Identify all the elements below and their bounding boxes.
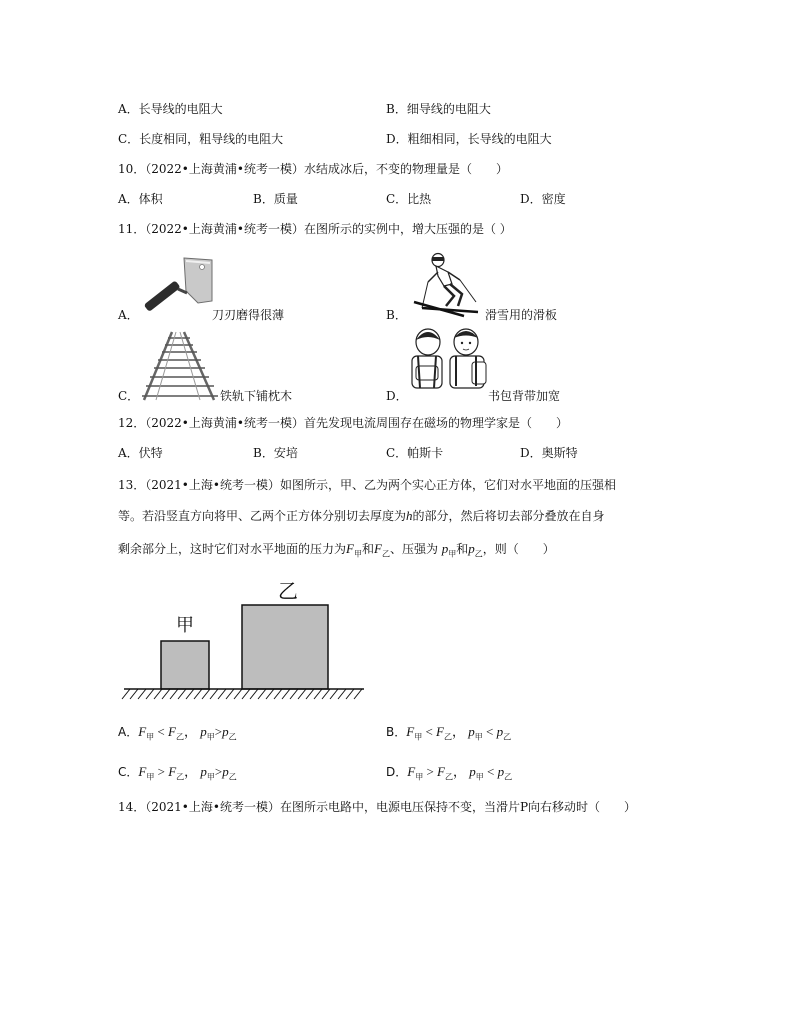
q12-option-a[interactable]: A．伏特 — [118, 446, 163, 460]
hatch-mark — [274, 689, 282, 699]
hatch-mark — [170, 689, 178, 699]
q9-option-b[interactable]: B．细导线的电阻大 — [386, 102, 491, 116]
q9-option-a[interactable]: A．长导线的电阻大 — [118, 102, 223, 116]
hatch-mark — [218, 689, 226, 699]
hatch-mark — [258, 689, 266, 699]
skier-icon — [408, 250, 484, 322]
q12-option-b[interactable]: B．安培 — [253, 446, 298, 460]
hatch-mark — [186, 689, 194, 699]
q10-stem: 10．（2022•上海黄浦•统考一模）水结成冰后，不变的物理量是（ ） — [118, 162, 508, 176]
hatch-mark — [314, 689, 322, 699]
backpack-children-icon — [406, 326, 490, 396]
q13-option-c[interactable]: C．$F_甲 > F_乙$， $p_甲>p_乙$ — [118, 764, 237, 782]
hatch-mark — [346, 689, 354, 699]
hatch-mark — [210, 689, 218, 699]
q12-stem: 12．（2022•上海黄浦•统考一模）首先发现电流周围存在磁场的物理学家是（ ） — [118, 416, 568, 430]
q14-stem: 14．（2021•上海•统考一模）在图所示电路中，电源电压保持不变，当滑片P向右移动时（ ） — [118, 800, 637, 814]
hatch-mark — [242, 689, 250, 699]
hatch-mark — [330, 689, 338, 699]
hatch-mark — [202, 689, 210, 699]
q11-option-c-caption: 铁轨下铺枕木 — [220, 389, 293, 403]
q11-option-c-letter[interactable]: C． — [118, 389, 140, 403]
q12-option-d[interactable]: D．奥斯特 — [520, 446, 578, 460]
q10-option-c[interactable]: C．比热 — [386, 192, 432, 206]
hatch-mark — [178, 689, 186, 699]
q9-option-c[interactable]: C．长度相同，粗导线的电阻大 — [118, 132, 284, 146]
q13-option-a[interactable]: A．$F_甲 < F_乙$， $p_甲>p_乙$ — [118, 724, 237, 742]
q13-stem-line3: 剩余部分上，这时它们对水平地面的压力为$F_甲$和$F_乙$、压强为 $p_甲$和$p_乙$，则（ ） — [118, 541, 555, 559]
q13-option-d[interactable]: D．$F_甲 > F_乙$， $p_甲 < p_乙$ — [386, 764, 513, 782]
q11-stem: 11．（2022•上海黄浦•统考一模）在图所示的实例中，增大压强的是（ ） — [118, 222, 512, 236]
q10-option-a[interactable]: A．体积 — [118, 192, 163, 206]
q13-option-b[interactable]: B．$F_甲 < F_乙$， $p_甲 < p_乙$ — [386, 724, 512, 742]
hatch-mark — [306, 689, 314, 699]
cube-jia-label: 甲 — [176, 615, 194, 636]
hatch-mark — [130, 689, 138, 699]
cube-yi-label: 乙 — [278, 579, 298, 603]
hatch-mark — [226, 689, 234, 699]
hatch-mark — [162, 689, 170, 699]
q11-option-a-letter[interactable]: A． — [118, 308, 139, 322]
q11-option-a-caption: 刀刃磨得很薄 — [212, 308, 285, 322]
cleaver-knife-icon — [140, 255, 215, 320]
ground-hatching — [122, 689, 362, 699]
q10-option-b[interactable]: B．质量 — [253, 192, 298, 206]
q9-option-d[interactable]: D．粗细相同，长导线的电阻大 — [386, 132, 552, 146]
hatch-mark — [282, 689, 290, 699]
q10-option-d[interactable]: D．密度 — [520, 192, 566, 206]
hatch-mark — [122, 689, 130, 699]
railway-track-icon — [140, 330, 220, 402]
hatch-mark — [154, 689, 162, 699]
q13-stem-line1: 13．（2021•上海•统考一模）如图所示，甲、乙为两个实心正方体，它们对水平地面的压强相 — [118, 478, 616, 492]
hatch-mark — [146, 689, 154, 699]
hatch-mark — [138, 689, 146, 699]
cube-jia — [161, 641, 209, 689]
q13-cubes-figure — [118, 575, 368, 705]
hatch-mark — [338, 689, 346, 699]
q12-option-c[interactable]: C．帕斯卡 — [386, 446, 444, 460]
q11-option-d-letter[interactable]: D． — [386, 389, 408, 403]
hatch-mark — [234, 689, 242, 699]
hatch-mark — [354, 689, 362, 699]
hatch-mark — [322, 689, 330, 699]
cube-yi — [242, 605, 328, 689]
hatch-mark — [290, 689, 298, 699]
q11-option-b-letter[interactable]: B． — [386, 308, 407, 322]
q13-stem-line2: 等。若沿竖直方向将甲、乙两个正方体分别切去厚度为h的部分，然后将切去部分叠放在自身 — [118, 508, 605, 523]
hatch-mark — [250, 689, 258, 699]
hatch-mark — [194, 689, 202, 699]
hatch-mark — [298, 689, 306, 699]
hatch-mark — [266, 689, 274, 699]
q11-option-d-caption: 书包背带加宽 — [488, 389, 561, 403]
q11-option-b-caption: 滑雪用的滑板 — [485, 308, 558, 322]
